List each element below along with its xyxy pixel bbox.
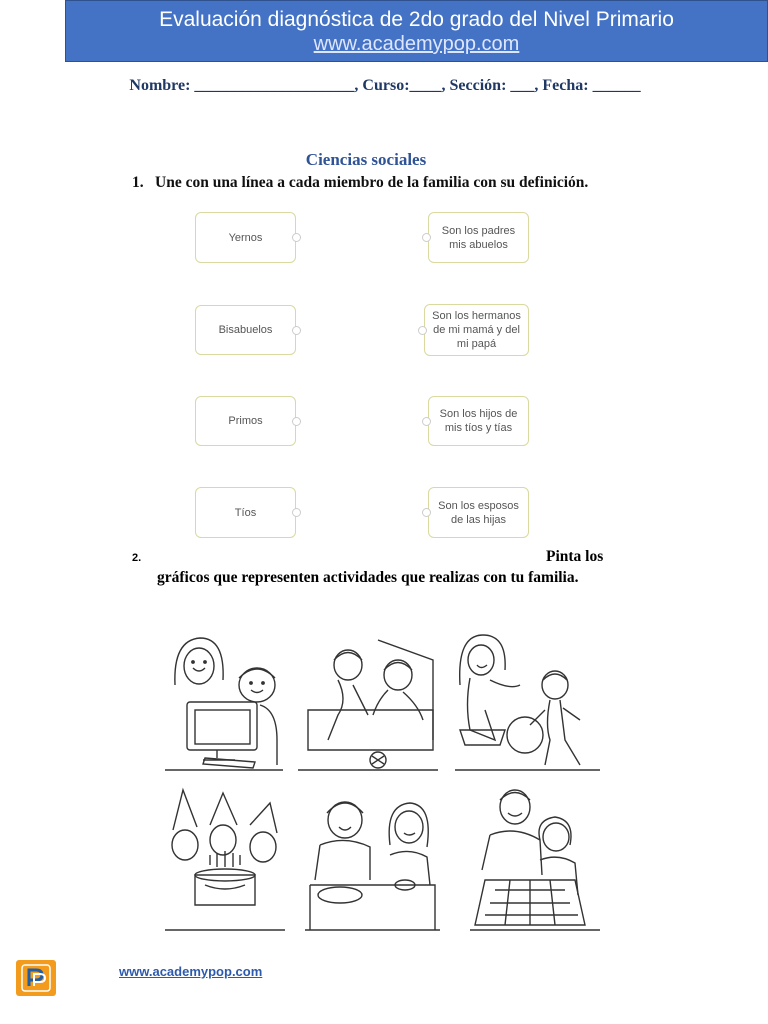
ball-play-scene-icon[interactable] xyxy=(455,630,600,775)
left-card-label: Bisabuelos xyxy=(218,324,273,336)
bed-family-scene-icon[interactable] xyxy=(298,630,438,775)
right-card-3[interactable] xyxy=(428,396,529,446)
left-card-label: Primos xyxy=(228,415,263,427)
connector-dot[interactable] xyxy=(418,326,427,335)
left-card-bisabuelos[interactable] xyxy=(195,305,296,355)
left-card-tios[interactable] xyxy=(195,487,296,538)
header-banner xyxy=(65,0,768,62)
student-info-line: Nombre: ____________________, Curso:____, Sección: ___, Fecha: ______ xyxy=(129,77,641,94)
right-card-1[interactable] xyxy=(428,212,529,263)
question-1-text: Une con una línea a cada miembro de la familia con su definición. xyxy=(155,174,589,191)
right-card-label: Son los padres mis abuelos xyxy=(441,224,516,251)
right-card-2[interactable] xyxy=(424,304,529,356)
connector-dot[interactable] xyxy=(292,326,301,335)
right-card-label: Son los hermanos de mi mamá y del mi papá xyxy=(432,310,521,350)
connector-dot[interactable] xyxy=(292,508,301,517)
question-2-text-part2: gráficos que representen actividades que realizas con tu familia. xyxy=(157,569,579,586)
connector-dot[interactable] xyxy=(292,233,301,242)
question-1-number: 1. xyxy=(132,174,144,191)
footer-url-link[interactable]: www.academypop.com xyxy=(119,964,263,979)
right-card-4[interactable] xyxy=(428,487,529,538)
puzzle-family-scene-icon[interactable] xyxy=(470,785,600,935)
connector-dot[interactable] xyxy=(422,508,431,517)
connector-dot[interactable] xyxy=(422,417,431,426)
computer-family-scene-icon[interactable] xyxy=(165,630,285,775)
section-title: Ciencias sociales xyxy=(305,150,427,169)
question-2-number: 2. xyxy=(132,552,142,564)
right-card-label: Son los hijos de mis tíos y tías xyxy=(439,408,518,434)
question-2-text-part1: Pinta los xyxy=(546,548,604,565)
question-1 xyxy=(132,174,588,192)
left-card-label: Yernos xyxy=(228,231,263,244)
logo-glyph xyxy=(21,964,51,992)
page-title: Evaluación diagnóstica de 2do grado del Nivel Primario xyxy=(159,8,674,31)
connector-dot[interactable] xyxy=(422,233,431,242)
connector-dot[interactable] xyxy=(292,417,301,426)
left-card-label: Tíos xyxy=(234,506,257,519)
dinner-family-scene-icon[interactable] xyxy=(305,785,440,935)
birthday-cake-scene-icon[interactable] xyxy=(165,785,285,935)
right-card-label: Son los esposos de las hijas xyxy=(438,499,519,526)
left-card-yernos[interactable] xyxy=(195,212,296,263)
header-url-link[interactable]: www.academypop.com xyxy=(313,33,520,55)
left-card-primos[interactable] xyxy=(195,396,296,446)
academypop-logo xyxy=(16,960,56,996)
